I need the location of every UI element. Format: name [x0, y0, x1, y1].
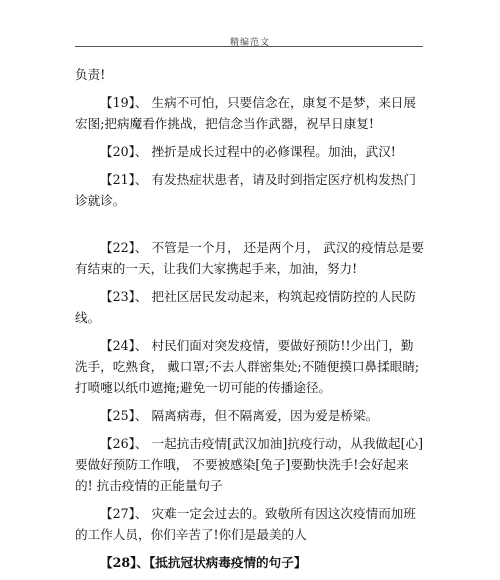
paragraph-item-21: 【21】、 有发热症状患者，请及时到指定医疗机构发热门诊就诊。 [75, 172, 416, 208]
paragraph-item-24: 【24】、 村民们面对突发疫情，要做好预防!!少出门，勤洗手，吃熟食， 戴口罩;不去人群密集处;不随便摸口鼻揉眼睛;打喷嚏以纸巾遮掩;避免一切可能的传播途径。 [75, 338, 420, 395]
header-divider [75, 46, 423, 47]
page-header: 精编范文 [229, 38, 270, 48]
paragraph-item-19: 【19】、 生病不可怕，只要信念在，康复不是梦，来日展宏图;把病魔看作挑战，把信念当作武器，祝早日康复! [75, 95, 416, 131]
document-body [75, 64, 425, 580]
paragraph-item-26: 【26】、 一起抗击疫情[武汉加油]抗疫行动，从我做起[心]要做好预防工作哦， 不要被感染[兔子]要勤快洗手!会好起来的! 抗击疫情的正能量句子 [75, 436, 424, 493]
paragraph-item-20: 【20】、 挫折是成长过程中的必修课程。加油，武汉! [100, 144, 396, 159]
paragraph-item-27: 【27】、 灾难一定会过去的。致敬所有因这次疫情而加班的工作人员，你们辛苦了!你们是最美的人 [75, 506, 416, 542]
paragraph-item-28: 【28】、【抵抗冠状病毒疫情的句子】 [100, 555, 307, 570]
paragraph-item-22: 【22】、 不管是一个月， 还是两个月， 武汉的疫情总是要有结束的一天，让我们大家携起手来，加油，努力! [75, 240, 424, 276]
paragraph-continuation: 负责! [75, 67, 106, 82]
paragraph-item-23: 【23】、 把社区居民发动起来，构筑起疫情防控的人民防线。 [75, 289, 416, 325]
paragraph-item-25: 【25】、 隔离病毒，但不隔离爱，因为爱是桥梁。 [100, 408, 379, 423]
